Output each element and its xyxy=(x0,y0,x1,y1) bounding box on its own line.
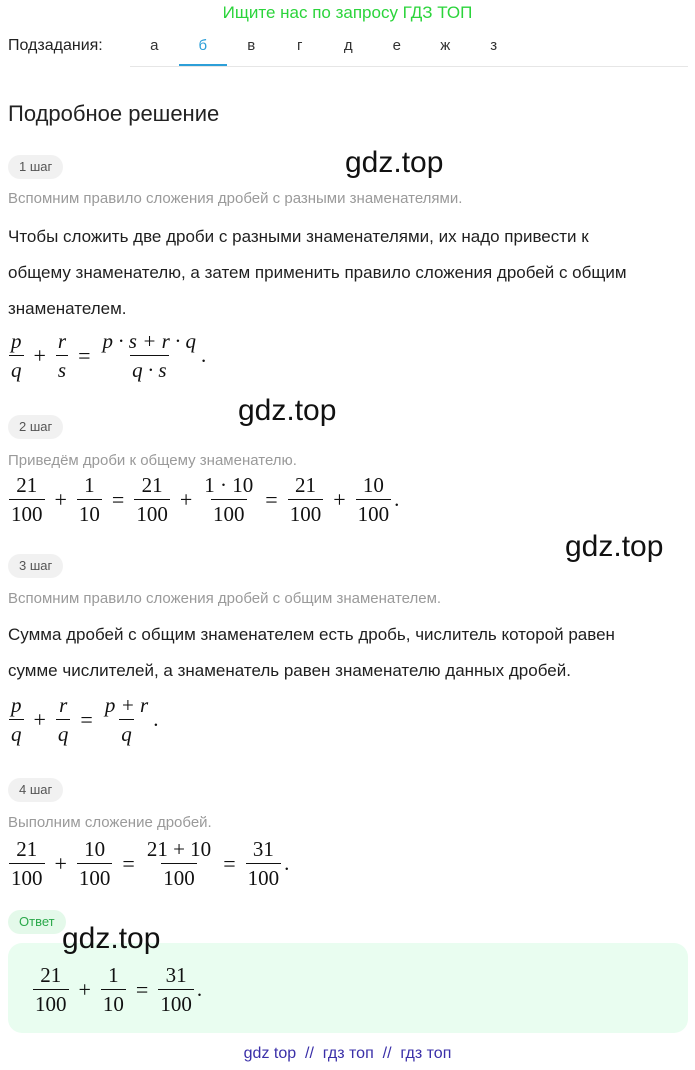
equals-sign: = xyxy=(111,486,125,512)
fraction xyxy=(56,328,68,383)
numerator: p + r xyxy=(104,693,149,717)
plus-sign: + xyxy=(179,486,193,512)
numerator: 1 xyxy=(108,963,119,987)
fraction xyxy=(101,328,199,383)
fraction xyxy=(101,962,126,1017)
step-3-text-line-2: сумме числителей, а знаменатель равен знаменателю данных дробей. xyxy=(8,661,571,680)
step-4-badge: 4 шаг xyxy=(8,778,63,802)
denominator: 100 xyxy=(246,863,282,891)
numerator: 31 xyxy=(165,963,187,987)
fraction xyxy=(202,472,255,527)
equals-sign: = xyxy=(80,706,93,732)
plus-sign: + xyxy=(33,342,46,368)
denominator: 100 xyxy=(356,499,392,527)
step-1-text-line-2: общему знаменателю, а затем применить правило сложения дробей с общим xyxy=(8,263,627,282)
step-1-formula xyxy=(6,328,206,383)
search-banner: Ищите нас по запросу ГДЗ ТОП xyxy=(222,3,473,22)
tab-a[interactable]: а xyxy=(150,37,159,54)
numerator: 21 xyxy=(141,473,163,497)
watermark-4: gdz.top xyxy=(62,922,161,955)
watermark-3: gdz.top xyxy=(565,530,664,563)
step-2-formula xyxy=(6,472,399,527)
equals-sign: = xyxy=(122,850,135,876)
denominator: 100 xyxy=(9,499,45,527)
watermark-2: gdz.top xyxy=(238,394,337,427)
denominator: 100 xyxy=(33,989,69,1017)
fraction xyxy=(9,472,45,527)
numerator: 21 xyxy=(16,473,38,497)
fraction xyxy=(246,836,282,891)
step-1-hint: Вспомним правило сложения дробей с разными знаменателями. xyxy=(8,190,463,207)
plus-sign: + xyxy=(33,706,46,732)
step-3-text-line-1: Сумма дробей с общим знаменателем есть дробь, числитель которой равен xyxy=(8,625,615,644)
tab-zh[interactable]: ж xyxy=(440,37,451,54)
equals-sign: = xyxy=(135,976,149,1002)
numerator: p · s + r · q xyxy=(102,329,197,353)
footer-links: gdz top // гдз топ // гдз топ xyxy=(243,1045,452,1062)
watermark-1: gdz.top xyxy=(345,146,444,179)
denominator: 100 xyxy=(211,499,247,527)
period: . xyxy=(196,977,203,1001)
fraction xyxy=(288,472,324,527)
fraction xyxy=(145,836,213,891)
period: . xyxy=(284,851,290,875)
step-1-text-line-3: знаменателем. xyxy=(8,299,127,318)
plus-sign: + xyxy=(54,850,67,876)
numerator: 21 xyxy=(294,473,316,497)
denominator: 10 xyxy=(77,499,102,527)
step-3-badge: 3 шаг xyxy=(8,554,63,578)
equals-sign: = xyxy=(223,850,236,876)
fraction xyxy=(77,836,113,891)
numerator: 21 xyxy=(16,837,38,861)
numerator: 1 xyxy=(84,473,95,497)
step-2-badge: 2 шаг xyxy=(8,415,63,439)
period: . xyxy=(153,707,159,731)
period: . xyxy=(201,343,207,367)
numerator: 10 xyxy=(84,837,106,861)
tab-e[interactable]: е xyxy=(392,37,401,54)
fraction xyxy=(158,962,194,1017)
step-4-formula xyxy=(6,836,289,891)
numerator: 31 xyxy=(252,837,274,861)
tab-d[interactable]: д xyxy=(343,37,353,54)
denominator: s xyxy=(56,355,68,383)
equals-sign: = xyxy=(78,342,91,368)
step-3-formula xyxy=(6,692,158,747)
fraction xyxy=(9,328,24,383)
numerator: p xyxy=(11,329,22,353)
tab-v[interactable]: в xyxy=(247,37,256,54)
denominator: 10 xyxy=(101,989,126,1017)
equals-sign: = xyxy=(265,486,278,512)
tab-b[interactable]: б xyxy=(179,28,228,66)
denominator: q xyxy=(56,719,71,747)
subtasks-label: Подзадания: xyxy=(8,37,103,54)
denominator: 100 xyxy=(77,863,113,891)
numerator: 1 · 10 xyxy=(204,473,254,497)
numerator: 21 + 10 xyxy=(146,837,212,861)
fraction xyxy=(77,472,102,527)
step-3-text xyxy=(8,617,688,689)
numerator: r xyxy=(57,329,67,353)
step-1-text-line-1: Чтобы сложить две дроби с разными знаменателями, их надо привести к xyxy=(8,227,589,246)
fraction xyxy=(356,472,392,527)
numerator: 10 xyxy=(362,473,384,497)
denominator: 100 xyxy=(288,499,324,527)
fraction xyxy=(9,692,24,747)
tab-g[interactable]: г xyxy=(297,37,303,54)
step-3-hint: Вспомним правило сложения дробей с общим знаменателем. xyxy=(8,590,442,607)
denominator: 100 xyxy=(9,863,45,891)
denominator: q xyxy=(9,355,24,383)
answer-badge: Ответ xyxy=(8,910,66,934)
tab-z[interactable]: з xyxy=(490,37,498,54)
section-title: Подробное решение xyxy=(8,101,220,126)
plus-sign: + xyxy=(333,486,346,512)
subtask-tabs xyxy=(130,28,688,67)
fraction xyxy=(9,836,45,891)
numerator: r xyxy=(59,693,68,717)
step-1-text xyxy=(8,219,688,327)
numerator: 21 xyxy=(40,963,62,987)
numerator: p xyxy=(11,693,22,717)
denominator: q xyxy=(9,719,24,747)
denominator: 100 xyxy=(158,989,194,1017)
denominator: q · s xyxy=(130,355,168,383)
period: . xyxy=(394,487,400,511)
plus-sign: + xyxy=(78,976,91,1002)
fraction xyxy=(103,692,150,747)
fraction xyxy=(33,962,69,1017)
denominator: q xyxy=(119,719,134,747)
plus-sign: + xyxy=(54,486,67,512)
step-2-hint: Приведём дроби к общему знаменателю. xyxy=(8,452,297,469)
fraction xyxy=(134,472,170,527)
denominator: 100 xyxy=(134,499,170,527)
fraction xyxy=(56,692,71,747)
denominator: 100 xyxy=(161,863,197,891)
answer-formula xyxy=(30,962,202,1017)
step-1-badge: 1 шаг xyxy=(8,155,63,179)
step-4-hint: Выполним сложение дробей. xyxy=(8,814,212,831)
